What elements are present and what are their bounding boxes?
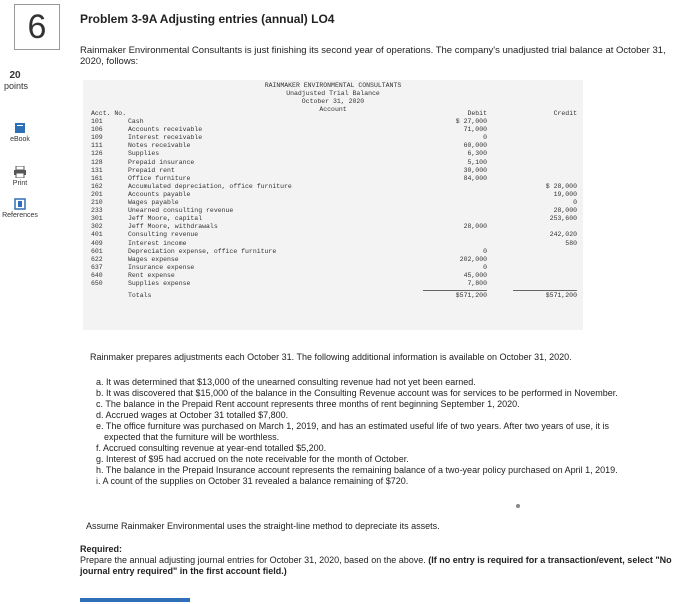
tb-acct-no: 637 [91,263,103,271]
tb-row [83,191,583,199]
tb-debit: $571,200 [455,292,487,300]
tb-row [83,175,583,183]
problem-title: Problem 3-9A Adjusting entries (annual) LO4 [80,12,335,26]
references-label: References [2,212,38,219]
tb-credit: $571,200 [545,292,577,300]
tb-credit: 580 [565,239,577,247]
tb-acct-no: 409 [91,239,103,247]
tb-row [83,240,583,248]
ebook-icon [14,122,26,134]
tb-row [83,264,583,272]
points-label: points [4,81,29,91]
tb-debit: $ 27,000 [455,118,487,125]
tb-acct-no: 101 [91,118,103,125]
points-value: 20 [9,70,21,81]
tb-acct-no: 622 [91,255,103,263]
adjustment-item: b. It was discovered that $15,000 of the balance in the Consulting Revenue account was for services to be performed in November. [96,388,618,398]
tb-account-name: Depreciation expense, office furniture [128,247,277,255]
tb-credit: 0 [573,199,577,206]
tb-row [83,292,583,300]
tb-account-name: Cash [128,118,144,125]
tb-row [83,142,583,150]
references-button[interactable] [2,198,38,219]
adjustment-item: e. The office furniture was purchased on March 1, 2019, and has an estimated useful life of two years. After two years of use, it is [96,421,609,431]
tb-row [83,272,583,280]
assumption-text: Assume Rainmaker Environmental uses the straight-line method to depreciate its assets. [86,521,440,531]
adjustment-item: d. Accrued wages at October 31 totalled $7,800. [96,410,289,420]
references-icon [14,198,26,210]
tb-account-name: Jeff Moore, withdrawals [128,223,218,231]
tb-debit: 0 [483,134,487,142]
tb-acct-no: 128 [91,158,103,166]
tb-account-name: Unearned consulting revenue [128,207,234,215]
tb-row [83,183,583,191]
required-section [80,544,690,577]
tb-account-name: Supplies expense [128,280,191,287]
problem-intro: Rainmaker Environmental Consultants is just finishing its second year of operations. The company's unadjusted trial balance at October 31, 2020, follows: [80,45,666,67]
tb-credit-rule [513,290,577,291]
tb-acct-no: 126 [91,150,103,158]
adjustment-item: h. The balance in the Prepaid Insurance account represents the remaining balance of a two-year policy purchased on April 1, 2019. [96,465,618,475]
tb-account-name: Totals [128,292,152,300]
tb-acct-no: 301 [91,215,103,223]
tb-debit: 7,800 [467,280,487,287]
tb-row [83,248,583,256]
tb-acct-no-header: Acct. No. [91,110,127,117]
tb-acct-no: 233 [91,207,103,215]
tb-credit-header: Credit [553,110,577,117]
required-note: (If no entry is required for a transaction/event, select "No journal entry required" in the first account field.) [80,555,672,576]
tb-subtitle: Unadjusted Trial Balance [286,90,380,97]
tb-acct-no: 162 [91,182,103,190]
tb-debit: 84,000 [463,174,487,182]
tb-row [83,118,583,126]
tb-account-name: Accounts payable [128,190,191,198]
adjustment-item: c. The balance in the Prepaid Rent account represents three months of rent beginning September 1, 2020. [96,399,520,409]
tb-account-name: Wages expense [128,255,179,263]
tb-account-name: Prepaid rent [128,166,175,174]
tb-acct-no: 161 [91,174,103,182]
tb-account-name: Notes receivable [128,142,191,150]
tb-acct-no: 201 [91,190,103,198]
tb-debit: 71,000 [463,126,487,134]
tb-row [83,215,583,223]
tb-row [83,150,583,158]
tb-account-name: Jeff Moore, capital [128,215,203,223]
print-icon [13,166,27,178]
tb-row [83,280,583,288]
tb-account-name: Supplies [128,150,160,158]
answer-tab-indicator[interactable] [80,598,190,602]
tb-debit: 6,300 [467,150,487,158]
tb-row [83,207,583,215]
tb-account-name: Wages payable [128,199,179,206]
tb-company: RAINMAKER ENVIRONMENTAL CONSULTANTS [264,82,402,89]
tb-row [83,134,583,142]
tb-acct-no: 640 [91,271,103,279]
tb-account-name: Interest receivable [128,134,203,142]
adjustment-item: f. Accrued consulting revenue at year-end totalled $5,200. [96,443,327,453]
tb-account-name: Office furniture [128,174,191,182]
tb-row [83,231,583,239]
tb-debit: 28,000 [463,223,487,231]
tb-credit: 242,020 [549,231,577,239]
ebook-button[interactable] [2,122,38,143]
tb-debit: 45,000 [463,271,487,279]
tb-row [83,199,583,207]
adjustment-item: a. It was determined that $13,000 of the unearned consulting revenue had not yet been earned. [96,377,476,387]
tb-acct-no: 111 [91,142,103,150]
adjustment-item: expected that the furniture will be worthless. [104,432,280,442]
tb-row [83,256,583,264]
tb-acct-no: 106 [91,126,103,134]
tb-account-name: Rent expense [128,271,175,279]
tb-row [83,167,583,175]
adjustment-item: i. A count of the supplies on October 31 revealed a balance remaining of $720. [96,476,409,486]
tb-row [83,223,583,231]
tb-account-name: Consulting revenue [128,231,199,239]
tb-account-name: Insurance expense [128,263,195,271]
tb-debit: 60,000 [463,142,487,150]
tb-debit: 5,100 [467,158,487,166]
tb-acct-no: 131 [91,166,103,174]
points-indicator [4,70,29,92]
tb-debit: 0 [483,247,487,255]
print-button[interactable] [2,166,38,187]
tb-acct-no: 109 [91,134,103,142]
tb-acct-no: 601 [91,247,103,255]
required-heading: Required: [80,544,123,554]
tb-debit-rule [423,290,487,291]
tb-row [83,126,583,134]
tb-acct-no: 302 [91,223,103,231]
ebook-label: eBook [10,136,30,143]
tb-credit: $ 28,000 [545,182,577,190]
adjustment-items [96,377,696,487]
tb-credit: 253,600 [549,215,577,223]
tb-acct-no: 650 [91,280,103,287]
bullet-dot [516,504,520,508]
tb-account-name: Accumulated depreciation, office furniture [128,182,292,190]
tb-account-header: Account [319,106,347,113]
tb-debit: 0 [483,263,487,271]
question-number: 6 [14,4,60,50]
additional-info-intro: Rainmaker prepares adjustments each October 31. The following additional information is available on October 31, 2020. [90,352,572,362]
tb-date: October 31, 2020 [301,98,365,105]
tb-row [83,159,583,167]
tb-account-name: Accounts receivable [128,126,203,134]
tb-account-name: Prepaid insurance [128,158,195,166]
adjustment-item: g. Interest of $95 had accrued on the note receivable for the month of October. [96,454,409,464]
tb-account-name: Interest income [128,239,187,247]
tb-debit: 202,000 [459,255,487,263]
tb-debit: 30,000 [463,166,487,174]
tb-credit: 19,000 [553,190,577,198]
print-label: Print [12,180,28,187]
tb-acct-no: 401 [91,231,103,239]
tb-acct-no: 210 [91,199,103,206]
tb-debit-header: Debit [467,110,487,117]
tb-credit: 28,000 [553,207,577,215]
trial-balance-table [83,80,583,330]
required-text: Prepare the annual adjusting journal entries for October 31, 2020, based on the above. [80,555,426,565]
